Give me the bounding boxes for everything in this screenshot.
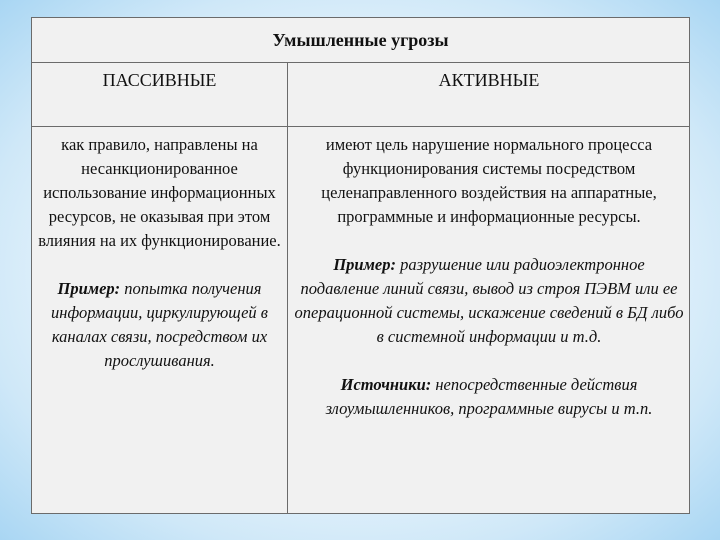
active-sources-text: непосредственные действия злоумышленников, программные вирусы и т.п. (325, 375, 653, 418)
table-title: Умышленные угрозы (32, 18, 689, 63)
passive-example (34, 277, 285, 373)
active-cell (288, 127, 690, 513)
passive-description: как правило, направлены на несанкционированное использование информационных ресурсов, не оказывая при этом влияния на их функционирование. (38, 135, 281, 250)
header-row (32, 62, 689, 127)
passive-header: ПАССИВНЫЕ (102, 70, 217, 90)
passive-example-text: попытка получения информации, циркулирующей в каналах связи, посредством их прослушивания. (51, 279, 268, 370)
active-header: АКТИВНЫЕ (438, 70, 540, 90)
passive-example-label: Пример: (57, 279, 121, 298)
passive-cell (32, 127, 287, 513)
threats-table (31, 17, 690, 514)
active-sources (292, 373, 686, 421)
active-description: имеют цель нарушение нормального процесса функционирования системы посредством целенаправленного воздействия на аппаратные, программные и информационные ресурсы. (321, 135, 657, 226)
active-sources-label: Источники: (340, 375, 432, 394)
active-example-label: Пример: (333, 255, 396, 274)
active-example-text: разрушение или радиоэлектронное подавление линий связи, вывод из строя ПЭВМ или ее операционной системы, искажение сведений в БД либо в системной информации и т.д. (294, 255, 684, 346)
active-example (292, 253, 686, 349)
